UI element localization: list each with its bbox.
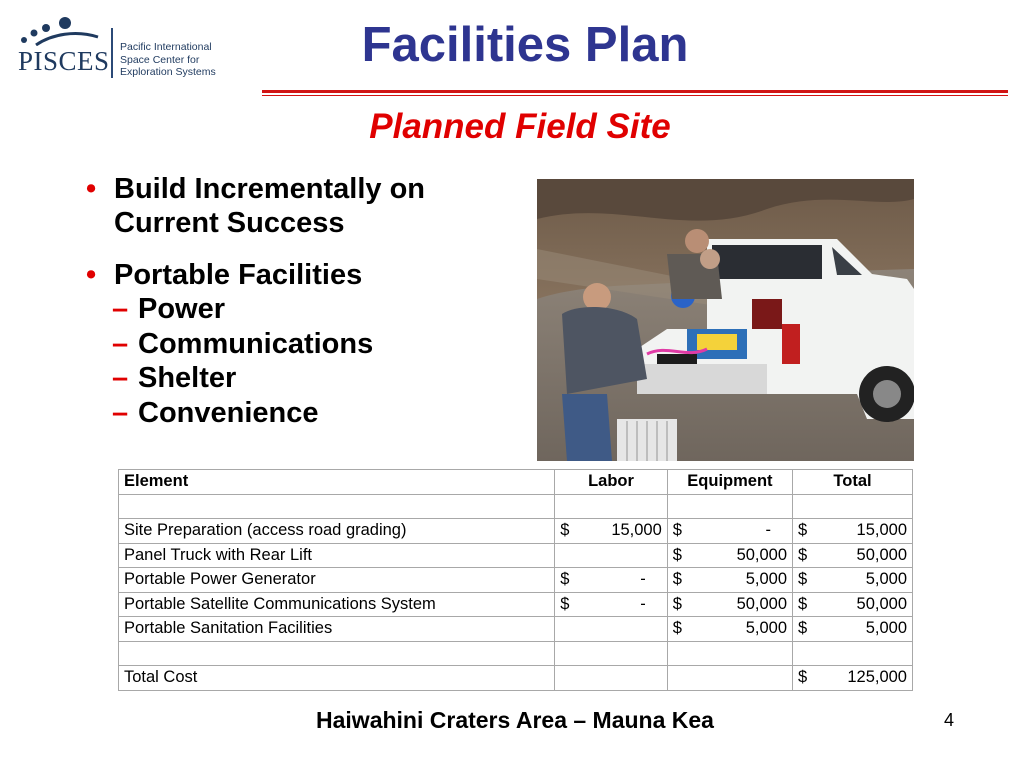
- cell-equipment: [667, 543, 792, 568]
- currency-symbol: $: [672, 594, 682, 613]
- cell-value: 125,000: [847, 668, 907, 687]
- currency-symbol: $: [672, 521, 682, 540]
- sub-bullet-text: Power: [138, 293, 226, 325]
- bullet-text: Current Success: [114, 207, 345, 239]
- currency-symbol: $: [560, 570, 570, 589]
- cell-labor: [555, 543, 668, 568]
- cell-equipment: [667, 494, 792, 519]
- logo-wordmark: PISCES: [18, 46, 110, 76]
- cell-value: 5,000: [865, 619, 907, 638]
- header-labor: Labor: [555, 470, 668, 495]
- bullet-item: [86, 172, 516, 240]
- sub-bullet-list: [86, 292, 516, 430]
- cell-total: [793, 543, 913, 568]
- cell-value: -: [765, 521, 772, 540]
- cell-labor: [555, 568, 668, 593]
- currency-symbol: $: [798, 521, 808, 540]
- bullet-text: Build Incrementally on: [114, 173, 425, 205]
- currency-symbol: $: [560, 594, 570, 613]
- cell-labor: [555, 494, 668, 519]
- bullet-text: Portable Facilities: [114, 259, 363, 291]
- cell-element: [119, 494, 555, 519]
- title-rule: [262, 90, 1008, 93]
- currency-symbol: $: [798, 594, 808, 613]
- cell-equipment: [667, 617, 792, 642]
- cell-value: 5,000: [865, 570, 907, 589]
- cell-value: 5,000: [745, 619, 788, 638]
- cell-value: -: [640, 570, 646, 589]
- bullet-icon: •: [86, 173, 97, 205]
- header-equipment: Equipment: [667, 470, 792, 495]
- table-body: [119, 494, 913, 690]
- sub-bullet-text: Communications: [138, 327, 374, 360]
- bullet-list: [86, 172, 516, 430]
- dash-icon: –: [112, 327, 129, 360]
- dash-icon: –: [112, 396, 129, 429]
- cell-labor: [555, 519, 668, 544]
- cell-equipment: [667, 592, 792, 617]
- dash-icon: –: [112, 293, 129, 325]
- cell-value: 50,000: [736, 545, 788, 564]
- cell-element: Portable Satellite Communications System: [119, 592, 555, 617]
- logo-tagline: [120, 41, 216, 79]
- bullet-item: [86, 258, 516, 292]
- logo-tagline-line: Space Center for: [120, 53, 200, 66]
- cell-value: -: [640, 594, 646, 613]
- table-row: [119, 519, 913, 544]
- cell-total: [793, 592, 913, 617]
- slide-subtitle: Planned Field Site: [369, 107, 671, 146]
- table-row: [119, 494, 913, 519]
- cell-labor: [555, 592, 668, 617]
- sub-bullet-item: [86, 396, 516, 431]
- pisces-logo: [8, 16, 223, 84]
- cell-value: 50,000: [856, 545, 907, 564]
- currency-symbol: $: [672, 570, 682, 589]
- header-total: Total: [793, 470, 913, 495]
- header-element: Element: [119, 470, 555, 495]
- cell-total: [793, 519, 913, 544]
- logo-divider: [111, 28, 113, 78]
- table-row: [119, 543, 913, 568]
- cell-labor: [555, 617, 668, 642]
- title-rule-thin: [262, 95, 1008, 96]
- cell-element: Portable Sanitation Facilities: [119, 617, 555, 642]
- cell-total: [793, 666, 913, 691]
- cell-equipment: [667, 568, 792, 593]
- sub-bullet-text: Convenience: [138, 396, 319, 429]
- table-row: [119, 592, 913, 617]
- cost-table: [118, 469, 913, 691]
- logo-tagline-line: Pacific International: [120, 41, 212, 53]
- cell-total: [793, 641, 913, 666]
- page-number: 4: [944, 710, 955, 730]
- table-row: [119, 666, 913, 691]
- cell-value: 15,000: [611, 521, 662, 540]
- table-row: [119, 641, 913, 666]
- cell-value: 50,000: [736, 594, 788, 613]
- logo-dots-icon: [18, 16, 108, 46]
- currency-symbol: $: [672, 619, 682, 638]
- currency-symbol: $: [560, 521, 570, 540]
- cell-element: Site Preparation (access road grading): [119, 519, 555, 544]
- currency-symbol: $: [798, 668, 808, 687]
- logo-tagline-line: Exploration Systems: [120, 66, 216, 78]
- cell-element: Portable Power Generator: [119, 568, 555, 593]
- cell-value: 15,000: [856, 521, 907, 540]
- cell-value: 5,000: [745, 570, 788, 589]
- sub-bullet-item: [86, 327, 516, 362]
- bullet-icon: •: [86, 259, 97, 291]
- field-site-photo-image: [537, 179, 914, 461]
- sub-bullet-item: [86, 361, 516, 396]
- dash-icon: –: [112, 362, 129, 394]
- cell-value: 50,000: [856, 594, 907, 613]
- currency-symbol: $: [798, 545, 808, 564]
- cell-equipment: [667, 641, 792, 666]
- cell-element: Total Cost: [119, 666, 555, 691]
- cell-total: [793, 617, 913, 642]
- cell-total: [793, 494, 913, 519]
- sub-bullet-item: [86, 292, 516, 327]
- sub-bullet-text: Shelter: [138, 362, 237, 394]
- cell-equipment: [667, 519, 792, 544]
- currency-symbol: $: [672, 545, 682, 564]
- currency-symbol: $: [798, 570, 808, 589]
- field-site-photo: [537, 179, 914, 461]
- slide-title: Facilities Plan: [361, 18, 689, 72]
- table-header-row: [119, 470, 913, 495]
- cell-total: [793, 568, 913, 593]
- cell-labor: [555, 666, 668, 691]
- cell-element: Panel Truck with Rear Lift: [119, 543, 555, 568]
- cell-equipment: [667, 666, 792, 691]
- currency-symbol: $: [798, 619, 808, 638]
- cell-element: [119, 641, 555, 666]
- table-row: [119, 617, 913, 642]
- table-row: [119, 568, 913, 593]
- slide-footer: Haiwahini Craters Area – Mauna Kea: [316, 707, 714, 733]
- cell-labor: [555, 641, 668, 666]
